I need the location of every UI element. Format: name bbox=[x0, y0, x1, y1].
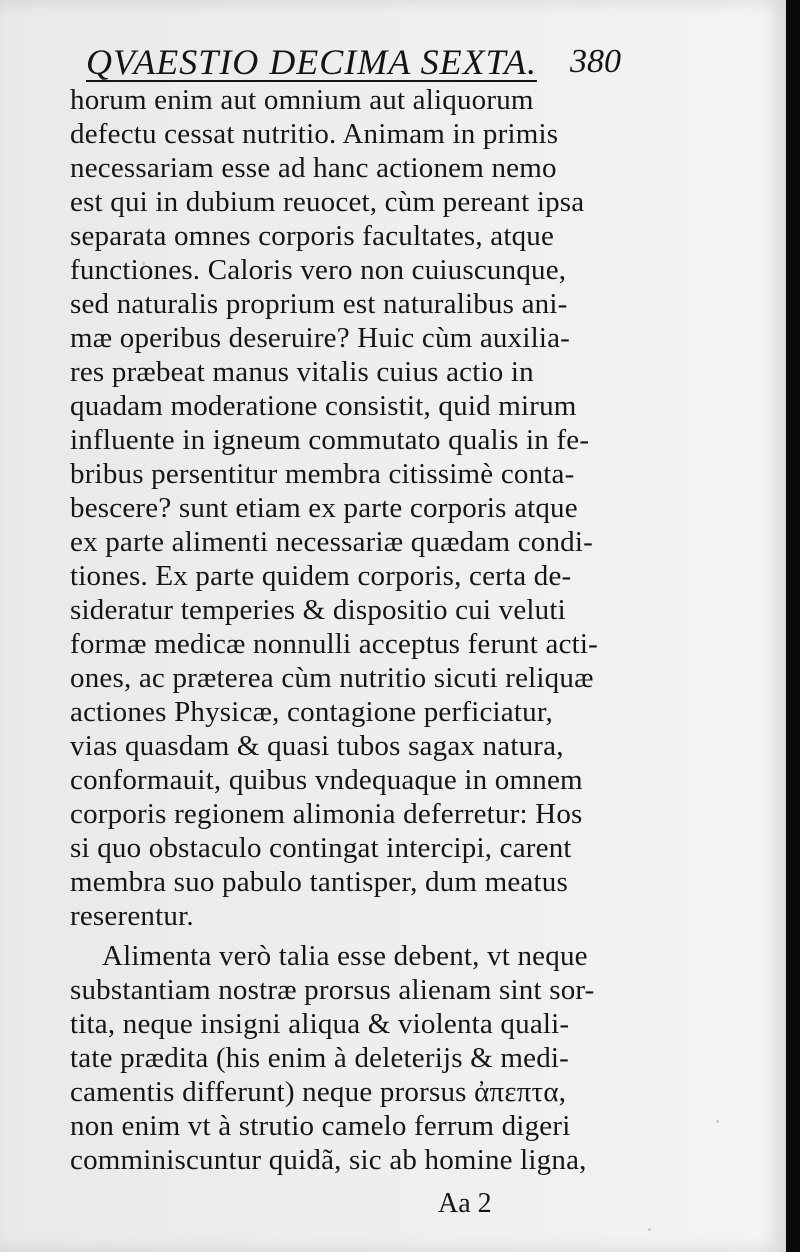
text-line: tita, neque insigni aliqua & violenta quali- bbox=[70, 1008, 570, 1040]
text-line: si quo obstaculo contingat intercipi, carent bbox=[70, 832, 572, 864]
text-line: tate prædita (his enim à deleterijs & medi- bbox=[70, 1042, 570, 1074]
text-line: ones, ac præterea cùm nutritio sicuti reliquæ bbox=[70, 662, 594, 694]
text-line: functiones. Caloris vero non cuiuscunque, bbox=[70, 254, 567, 286]
page-number: 380 bbox=[570, 43, 621, 80]
text-line: mæ operibus deseruire? Huic cùm auxilia- bbox=[70, 322, 571, 354]
text-line: horum enim aut omnium aut aliquorum bbox=[70, 84, 534, 116]
text-line: Alimenta verò talia esse debent, vt neque bbox=[102, 940, 588, 972]
text-line: corporis regionem alimonia deferretur: Hos bbox=[70, 798, 583, 830]
signature-mark: Aa 2 bbox=[438, 1188, 492, 1219]
text-line: comminiscuntur quidã, sic ab homine ligna, bbox=[70, 1144, 587, 1176]
body-text bbox=[70, 84, 630, 1194]
text-line: sideratur temperies & dispositio cui veluti bbox=[70, 594, 566, 626]
paper-speck bbox=[716, 1120, 719, 1123]
text-line: reserentur. bbox=[70, 900, 194, 932]
text-line: conformauit, quibus vndequaque in omnem bbox=[70, 764, 583, 796]
running-head: QVAESTIO DECIMA SEXTA. bbox=[86, 42, 537, 82]
text-line: bescere? sunt etiam ex parte corporis atque bbox=[70, 492, 578, 524]
text-line: tiones. Ex parte quidem corporis, certa de- bbox=[70, 560, 572, 592]
text-line: formæ medicæ nonnulli acceptus ferunt acti- bbox=[70, 628, 599, 660]
text-line: substantiam nostræ prorsus alienam sint sor- bbox=[70, 974, 595, 1006]
text-line: actiones Physicæ, contagione perficiatur, bbox=[70, 696, 553, 728]
text-line: non enim vt à strutio camelo ferrum digeri bbox=[70, 1110, 571, 1142]
text-line: defectu cessat nutritio. Animam in primis bbox=[70, 118, 559, 150]
running-header bbox=[86, 40, 646, 84]
text-line: camentis differunt) neque prorsus ἀπεπτα, bbox=[70, 1076, 567, 1108]
page-edge bbox=[786, 0, 800, 1252]
text-line: ex parte alimenti necessariæ quædam condi- bbox=[70, 526, 593, 558]
text-line: quadam moderatione consistit, quid mirum bbox=[70, 390, 577, 422]
text-line: necessariam esse ad hanc actionem nemo bbox=[70, 152, 557, 184]
text-line: res præbeat manus vitalis cuius actio in bbox=[70, 356, 534, 388]
text-line: est qui in dubium reuocet, cùm pereant ipsa bbox=[70, 186, 585, 218]
text-line: membra suo pabulo tantisper, dum meatus bbox=[70, 866, 568, 898]
paper-speck bbox=[648, 1228, 651, 1231]
text-line: bribus persentitur membra citissimè conta- bbox=[70, 458, 575, 490]
text-line: separata omnes corporis facultates, atque bbox=[70, 220, 555, 252]
text-line: influente in igneum commutato qualis in fe- bbox=[70, 424, 590, 456]
text-line: sed naturalis proprium est naturalibus ani- bbox=[70, 288, 568, 320]
text-line: vias quasdam & quasi tubos sagax natura, bbox=[70, 730, 564, 762]
